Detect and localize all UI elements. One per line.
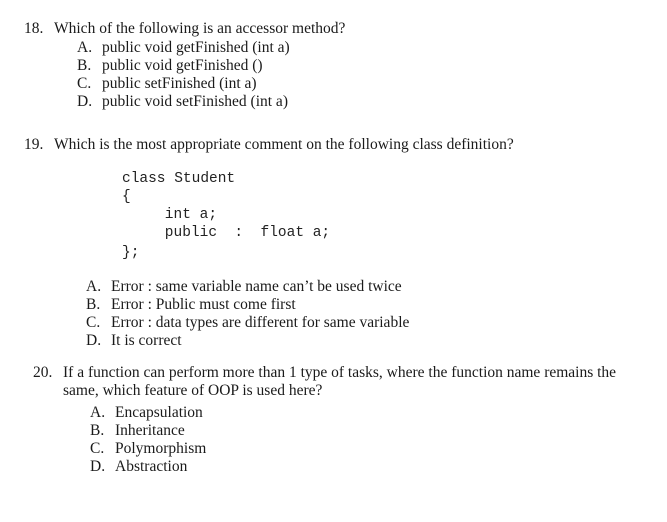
option-letter: C. xyxy=(86,314,101,331)
option-text: Abstraction xyxy=(115,458,188,475)
question-18-stem xyxy=(24,20,345,38)
option-letter: D. xyxy=(86,332,102,349)
option-text: public void getFinished () xyxy=(102,57,263,74)
option-letter: D. xyxy=(77,93,93,110)
question-19-option-a xyxy=(86,278,402,296)
code-line-4: public : float a; xyxy=(130,225,331,241)
question-text: Which is the most appropriate comment on the following class definition? xyxy=(54,136,514,153)
question-20-option-d xyxy=(90,458,187,476)
option-letter: C. xyxy=(77,75,92,92)
option-text: It is correct xyxy=(111,332,182,349)
option-letter: A. xyxy=(90,404,106,421)
question-20-stem-line-1 xyxy=(33,364,616,382)
question-18-option-b xyxy=(77,57,263,75)
option-text: Polymorphism xyxy=(115,440,207,457)
question-19-stem xyxy=(24,136,514,154)
option-letter: B. xyxy=(77,57,92,74)
question-number: 19. xyxy=(24,136,44,153)
option-letter: A. xyxy=(77,39,93,56)
question-20-stem-line-2 xyxy=(63,382,322,400)
question-20-option-c xyxy=(90,440,206,458)
question-text: If a function can perform more than 1 type of tasks, where the function name remains the xyxy=(63,364,617,381)
option-text: Error : Public must come first xyxy=(111,296,296,313)
question-18-option-a xyxy=(77,39,290,57)
option-letter: B. xyxy=(86,296,101,313)
question-18-option-c xyxy=(77,75,257,93)
option-letter: B. xyxy=(90,422,105,439)
option-letter: C. xyxy=(90,440,105,457)
question-18-option-d xyxy=(77,93,288,111)
code-line-3: int a; xyxy=(130,207,218,223)
option-text: public void setFinished (int a) xyxy=(102,93,288,110)
question-text: same, which feature of OOP is used here? xyxy=(63,382,323,399)
code-line-2: { xyxy=(122,189,131,205)
option-text: public setFinished (int a) xyxy=(102,75,257,92)
question-20-option-b xyxy=(90,422,185,440)
question-19-option-c xyxy=(86,314,409,332)
option-text: Error : data types are different for same variable xyxy=(111,314,410,331)
option-text: Encapsulation xyxy=(115,404,203,421)
question-text: Which of the following is an accessor method? xyxy=(54,20,346,37)
code-line-5: }; xyxy=(122,245,140,261)
option-text: Inheritance xyxy=(115,422,185,439)
code-line-1: class Student xyxy=(122,171,236,187)
option-letter: D. xyxy=(90,458,106,475)
question-19-option-b xyxy=(86,296,296,314)
question-number: 18. xyxy=(24,20,44,37)
question-number: 20. xyxy=(33,364,53,381)
option-text: public void getFinished (int a) xyxy=(102,39,290,56)
question-20-option-a xyxy=(90,404,203,422)
question-19-option-d xyxy=(86,332,182,350)
option-letter: A. xyxy=(86,278,102,295)
option-text: Error : same variable name can’t be used twice xyxy=(111,278,402,295)
